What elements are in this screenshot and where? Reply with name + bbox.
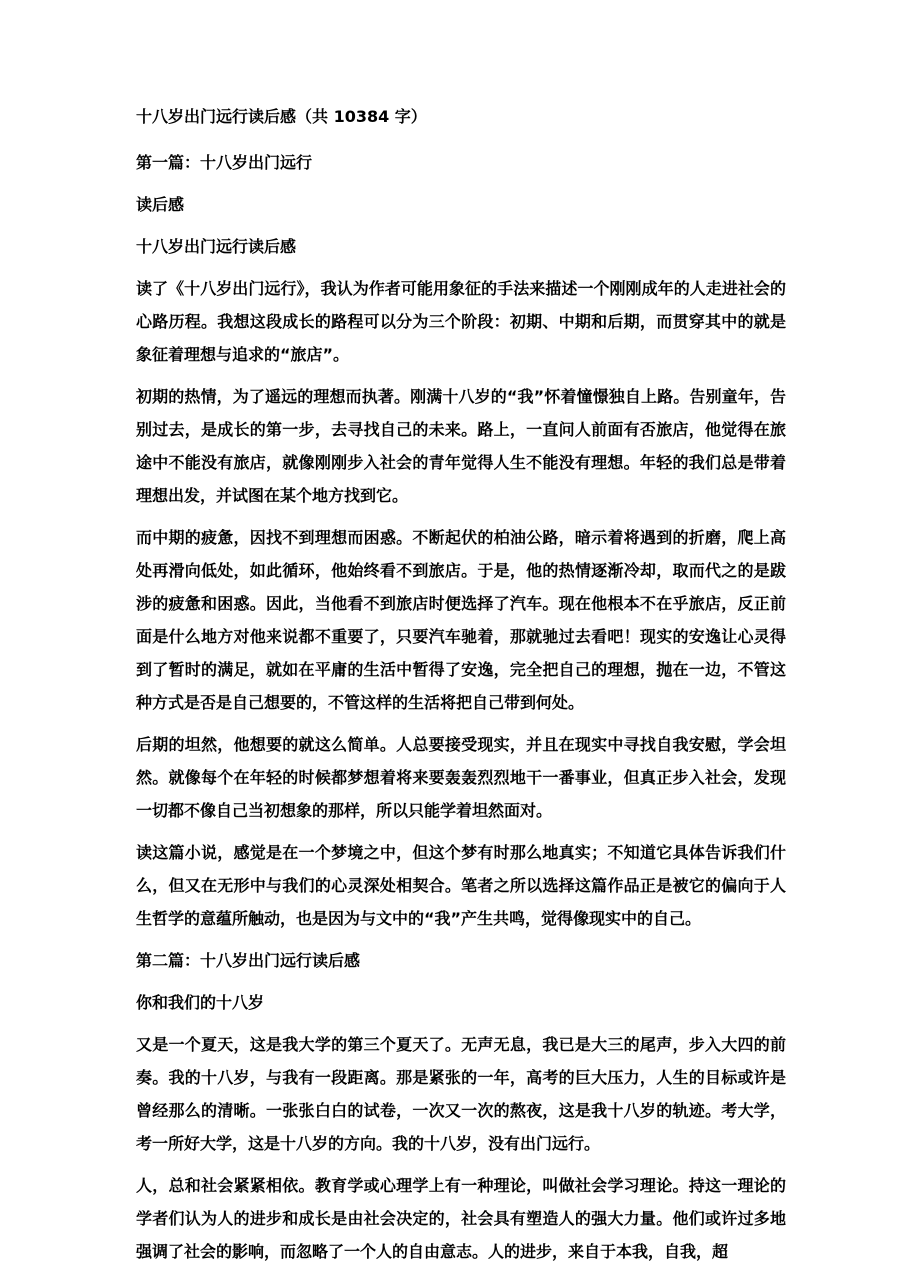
paragraph: 后期的坦然，他想要的就这么简单。人总要接受现实，并且在现实中寻找自我安慰，学会坦然。就像每个在年轻的时候都梦想着将来要轰轰烈烈地干一番事业，但真正步入社会，发现一切都不像自己当初想象的那样，所以只能学着坦然面对。	[136, 735, 786, 820]
paragraph: 人，总和社会紧紧相依。教育学或心理学上有一种理论，叫做社会学习理论。持这一理论的学者们认为人的进步和成长是由社会决定的，社会具有塑造人的强大力量。他们或许过多地强调了社会的影响，而忽略了一个人的自由意志。人的进步，来自于本我，自我，超	[136, 1176, 786, 1261]
part1-title: 十八岁出门远行读后感	[136, 237, 297, 256]
document-title: 十八岁出门远行读后感（共 10384 字）	[136, 107, 427, 126]
part1-subheading: 读后感	[136, 195, 185, 214]
part2-heading: 第二篇：十八岁出门远行读后感	[136, 951, 361, 970]
paragraph: 初期的热情，为了遥远的理想而执著。刚满十八岁的“我”怀着憧憬独自上路。告别童年，告别过去，是成长的第一步，去寻找自己的未来。路上，一直问人前面有否旅店，他觉得在旅途中不能没有旅店，就像刚刚步入社会的青年觉得人生不能没有理想。年轻的我们总是带着理想出发，并试图在某个地方找到它。	[136, 387, 786, 505]
part2-title: 你和我们的十八岁	[136, 993, 265, 1012]
paragraph: 又是一个夏天，这是我大学的第三个夏天了。无声无息，我已是大三的尾声，步入大四的前奏。我的十八岁，与我有一段距离。那是紧张的一年，高考的巨大压力，人生的目标或许是曾经那么的清晰。一张张白白的试卷，一次又一次的熬夜，这是我十八岁的轨迹。考大学，考一所好大学，这是十八岁的方向。我的十八岁，没有出门远行。	[136, 1035, 786, 1153]
paragraph: 读这篇小说，感觉是在一个梦境之中，但这个梦有时那么地真实；不知道它具体告诉我们什么，但又在无形中与我们的心灵深处相契合。笔者之所以选择这篇作品正是被它的偏向于人生哲学的意蕴所触动，也是因为与文中的“我”产生共鸣，觉得像现实中的自己。	[136, 843, 786, 928]
part1-heading: 第一篇：十八岁出门远行	[136, 153, 313, 172]
document-page	[136, 100, 786, 1277]
paragraph: 读了《十八岁出门远行》，我认为作者可能用象征的手法来描述一个刚刚成年的人走进社会的心路历程。我想这段成长的路程可以分为三个阶段：初期、中期和后期，而贯穿其中的就是象征着理想与追求的“旅店”。	[136, 279, 786, 364]
paragraph: 而中期的疲惫，因找不到理想而困惑。不断起伏的柏油公路，暗示着将遇到的折磨，爬上高处再滑向低处，如此循环，他始终看不到旅店。于是，他的热情逐渐冷却，取而代之的是跋涉的疲惫和困惑。因此，当他看不到旅店时便选择了汽车。现在他根本不在乎旅店，反正前面是什么地方对他来说都不重要了，只要汽车驰着，那就驰过去看吧！现实的安逸让心灵得到了暂时的满足，就如在平庸的生活中暂得了安逸，完全把自己的理想，抛在一边，不管这种方式是否是自己想要的，不管这样的生活将把自己带到何处。	[136, 528, 786, 712]
